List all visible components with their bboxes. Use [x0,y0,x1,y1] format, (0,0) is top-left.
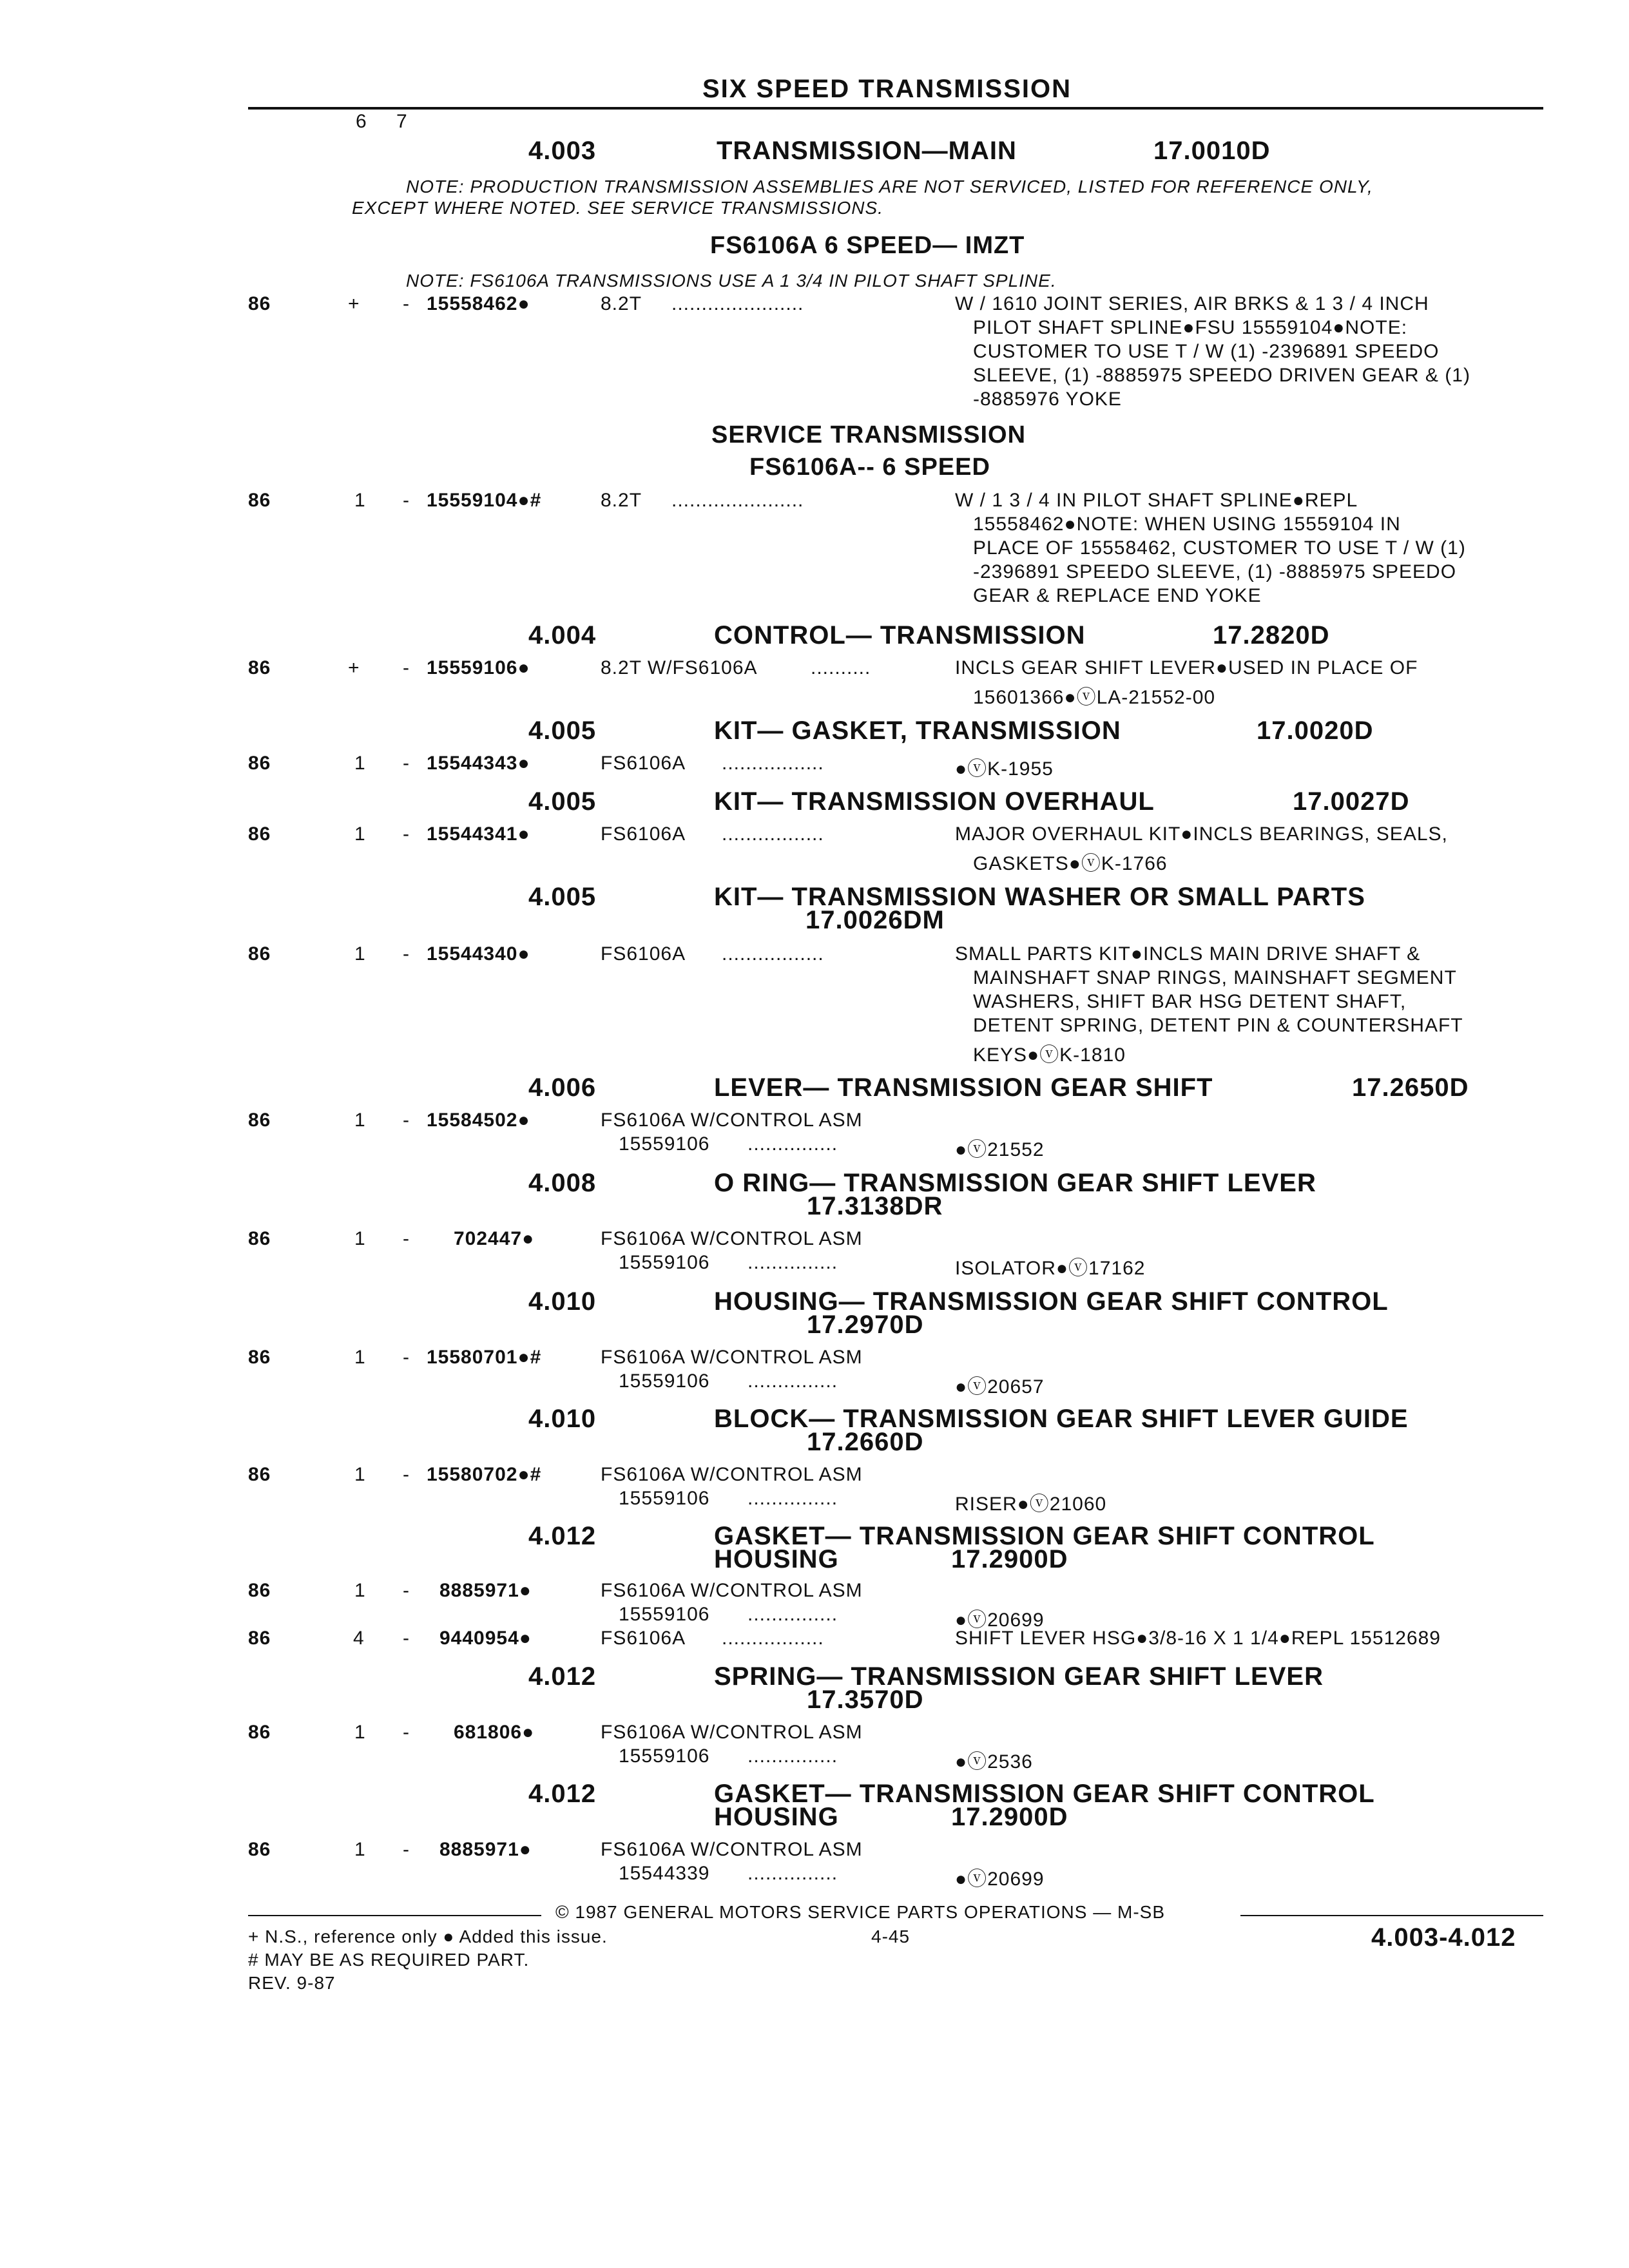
description-line: WASHERS, SHIFT BAR HSG DETENT SHAFT, [973,991,1407,1012]
section-name-continued: HOUSING [714,1803,839,1831]
dash: - [403,1228,410,1249]
description-line: ●ⓥ20699 [955,1610,1045,1631]
part-number: 9440954● [439,1628,532,1649]
subsection-title: FS6106A-- 6 SPEED [749,454,990,481]
description-line: ●ⓥK-1955 [955,758,1054,780]
dash: - [403,1839,410,1860]
description-line: ●ⓥ21552 [955,1139,1045,1160]
model-year: 86 [248,490,271,511]
section-name: KIT— TRANSMISSION OVERHAUL [714,787,1155,816]
part-number: 15558462● [427,293,530,314]
model: FS6106A W/CONTROL ASM [601,1722,863,1743]
part-number: 681806● [454,1722,535,1743]
section-code: 17.2970D [807,1311,924,1339]
section-number: 4.005 [528,716,597,745]
section-name: LEVER— TRANSMISSION GEAR SHIFT [714,1073,1213,1102]
description-line: DETENT SPRING, DETENT PIN & COUNTERSHAFT [973,1015,1463,1036]
subsection-title: FS6106A 6 SPEED— IMZT [710,232,1025,259]
description-line: GASKETS●ⓥK-1766 [973,853,1168,874]
model-year: 86 [248,753,271,774]
section-number: 4.003 [528,137,597,165]
dash: - [403,1347,410,1368]
section-name: KIT— TRANSMISSION WASHER OR SMALL PARTS [714,883,1365,911]
section-code: 17.2900D [951,1545,1068,1573]
section-number: 4.010 [528,1405,597,1433]
section-note: EXCEPT WHERE NOTED. SEE SERVICE TRANSMISSIONS. [352,198,883,218]
footer-rule-left [248,1915,541,1916]
description-line: W / 1 3 / 4 IN PILOT SHAFT SPLINE●REPL [955,490,1358,511]
page-number: 4-45 [871,1927,911,1946]
section-name-continued: HOUSING [714,1545,839,1573]
section-note: NOTE: FS6106A TRANSMISSIONS USE A 1 3/4 IN PILOT SHAFT SPLINE. [406,271,1057,291]
model: 8.2T [601,293,642,314]
column-number-6: 6 [356,111,367,132]
model-year: 86 [248,1839,271,1860]
model: FS6106A [601,943,686,965]
part-number: 702447● [454,1228,535,1249]
part-number: 8885971● [439,1580,532,1601]
section-number: 4.012 [528,1522,597,1550]
section-code: 17.0020D [1257,716,1374,745]
section-code: 17.2900D [951,1803,1068,1831]
quantity: 1 [354,1347,366,1368]
quantity: 1 [354,1228,366,1249]
section-name: O RING— TRANSMISSION GEAR SHIFT LEVER [714,1169,1316,1197]
quantity: 1 [354,823,366,845]
description-line: 15601366●ⓥLA-21552-00 [973,687,1216,708]
legend: + N.S., reference only ● Added this issue. [248,1927,608,1946]
part-number: 8885971● [439,1839,532,1860]
section-number: 4.005 [528,883,597,911]
description-line: ●ⓥ20699 [955,1869,1045,1890]
quantity: 1 [354,1580,366,1601]
section-name: GASKET— TRANSMISSION GEAR SHIFT CONTROL [714,1780,1375,1808]
description-line: PLACE OF 15558462, CUSTOMER TO USE T / W (1) [973,537,1466,559]
part-number: 15559104●# [427,490,542,511]
description-line: ●ⓥ2536 [955,1751,1033,1773]
section-name: CONTROL— TRANSMISSION [714,621,1086,649]
dash: - [403,753,410,774]
model: FS6106A W/CONTROL ASM [601,1839,863,1860]
quantity: 1 [354,1839,366,1860]
model-reference: 15559106 [619,1370,710,1392]
dash: - [403,293,410,314]
description-line: W / 1610 JOINT SERIES, AIR BRKS & 1 3 / 4 INCH [955,293,1429,314]
dash: - [403,490,410,511]
dash: - [403,1464,410,1485]
section-note: NOTE: PRODUCTION TRANSMISSION ASSEMBLIES ARE NOT SERVICED, LISTED FOR REFERENCE ONLY, [406,177,1373,197]
model-year: 86 [248,1464,271,1485]
leader-dots: .......... [811,657,871,678]
section-name: HOUSING— TRANSMISSION GEAR SHIFT CONTROL [714,1287,1389,1316]
part-number: 15580702●# [427,1464,542,1485]
description-line: -8885976 YOKE [973,389,1122,410]
description-line: SLEEVE, (1) -8885975 SPEEDO DRIVEN GEAR & (1) [973,365,1470,386]
quantity: 1 [354,1464,366,1485]
dash: - [403,1580,410,1601]
model-year: 86 [248,657,271,678]
part-number: 15544343● [427,753,530,774]
model-reference: 15559106 [619,1133,710,1155]
description-line: ●ⓥ20657 [955,1376,1045,1398]
model: FS6106A [601,823,686,845]
page-range: 4.003-4.012 [1371,1923,1516,1952]
section-name: TRANSMISSION—MAIN [717,137,1017,165]
model-year: 86 [248,293,271,314]
legend: # MAY BE AS REQUIRED PART. [248,1950,530,1970]
description-line: -2396891 SPEEDO SLEEVE, (1) -8885975 SPEEDO [973,561,1457,582]
section-code: 17.0026DM [805,906,945,934]
description-line: RISER●ⓥ21060 [955,1494,1107,1515]
leader-dots: ............... [747,1133,838,1155]
model: FS6106A W/CONTROL ASM [601,1464,863,1485]
part-number: 15559106● [427,657,530,678]
dash: - [403,1628,410,1649]
model: FS6106A [601,753,686,774]
model-reference: 15544339 [619,1863,710,1884]
header-rule [248,107,1543,110]
section-number: 4.010 [528,1287,597,1316]
description-line: MAJOR OVERHAUL KIT●INCLS BEARINGS, SEALS, [955,823,1448,845]
leader-dots: ............... [747,1488,838,1509]
column-number-7: 7 [396,111,408,132]
description-line: 15558462●NOTE: WHEN USING 15559104 IN [973,514,1401,535]
part-number: 15580701●# [427,1347,542,1368]
leader-dots: ...................... [671,490,804,511]
section-name: KIT— GASKET, TRANSMISSION [714,716,1121,745]
model: FS6106A W/CONTROL ASM [601,1228,863,1249]
quantity: 1 [354,1110,366,1131]
quantity: 4 [353,1628,365,1649]
dash: - [403,657,410,678]
description-line: SMALL PARTS KIT●INCLS MAIN DRIVE SHAFT & [955,943,1421,965]
section-number: 4.008 [528,1169,597,1197]
section-code: 17.3138DR [807,1192,943,1220]
model-year: 86 [248,1722,271,1743]
description-line: MAINSHAFT SNAP RINGS, MAINSHAFT SEGMENT [973,967,1457,988]
description-line: ISOLATOR●ⓥ17162 [955,1258,1146,1279]
copyright: © 1987 GENERAL MOTORS SERVICE PARTS OPERATIONS — M-SB [555,1902,1166,1922]
model-year: 86 [248,1347,271,1368]
section-name: SPRING— TRANSMISSION GEAR SHIFT LEVER [714,1662,1324,1691]
model: FS6106A W/CONTROL ASM [601,1580,863,1601]
description-line: PILOT SHAFT SPLINE●FSU 15559104●NOTE: [973,317,1408,338]
section-code: 17.2660D [807,1428,924,1456]
section-code: 17.3570D [807,1686,924,1714]
part-number: 15584502● [427,1110,530,1131]
leader-dots: ............... [747,1370,838,1392]
quantity: 1 [354,1722,366,1743]
leader-dots: ............... [747,1604,838,1625]
model-reference: 15559106 [619,1745,710,1767]
model: 8.2T [601,490,642,511]
model: FS6106A [601,1628,686,1649]
quantity: 1 [354,490,366,511]
model-reference: 15559106 [619,1604,710,1625]
leader-dots: ................. [722,1628,824,1649]
model: 8.2T W/FS6106A [601,657,758,678]
leader-dots: ................. [722,823,824,845]
model-year: 86 [248,1628,271,1649]
model-year: 86 [248,823,271,845]
dash: - [403,1722,410,1743]
model: FS6106A W/CONTROL ASM [601,1110,863,1131]
description-line: CUSTOMER TO USE T / W (1) -2396891 SPEEDO [973,341,1440,362]
part-number: 15544340● [427,943,530,965]
model-year: 86 [248,1228,271,1249]
dash: - [403,943,410,965]
leader-dots: ................. [722,943,824,965]
part-number: 15544341● [427,823,530,845]
section-number: 4.005 [528,787,597,816]
section-code: 17.2650D [1352,1073,1469,1102]
model-year: 86 [248,1580,271,1601]
page-title: SIX SPEED TRANSMISSION [702,75,1072,103]
section-code: 17.0027D [1293,787,1410,816]
dash: - [403,823,410,845]
leader-dots: ................. [722,753,824,774]
description-line: SHIFT LEVER HSG●3/8-16 X 1 1/4●REPL 15512689 [955,1628,1441,1649]
quantity: + [348,293,360,314]
description-line: KEYS●ⓥK-1810 [973,1044,1126,1066]
leader-dots: ...................... [671,293,804,314]
section-code: 17.0010D [1153,137,1271,165]
revision: REV. 9-87 [248,1973,336,1993]
subsection-title: SERVICE TRANSMISSION [711,421,1027,448]
section-number: 4.006 [528,1073,597,1102]
footer-rule-right [1240,1915,1543,1916]
section-name: GASKET— TRANSMISSION GEAR SHIFT CONTROL [714,1522,1375,1550]
description-line: GEAR & REPLACE END YOKE [973,585,1262,606]
quantity: + [348,657,360,678]
section-code: 17.2820D [1213,621,1330,649]
model: FS6106A W/CONTROL ASM [601,1347,863,1368]
section-number: 4.012 [528,1780,597,1808]
description-line: INCLS GEAR SHIFT LEVER●USED IN PLACE OF [955,657,1418,678]
dash: - [403,1110,410,1131]
quantity: 1 [354,753,366,774]
leader-dots: ............... [747,1863,838,1884]
quantity: 1 [354,943,366,965]
model-reference: 15559106 [619,1488,710,1509]
model-year: 86 [248,943,271,965]
model-reference: 15559106 [619,1252,710,1273]
section-number: 4.004 [528,621,597,649]
section-name: BLOCK— TRANSMISSION GEAR SHIFT LEVER GUIDE [714,1405,1409,1433]
leader-dots: ............... [747,1745,838,1767]
section-number: 4.012 [528,1662,597,1691]
model-year: 86 [248,1110,271,1131]
leader-dots: ............... [747,1252,838,1273]
